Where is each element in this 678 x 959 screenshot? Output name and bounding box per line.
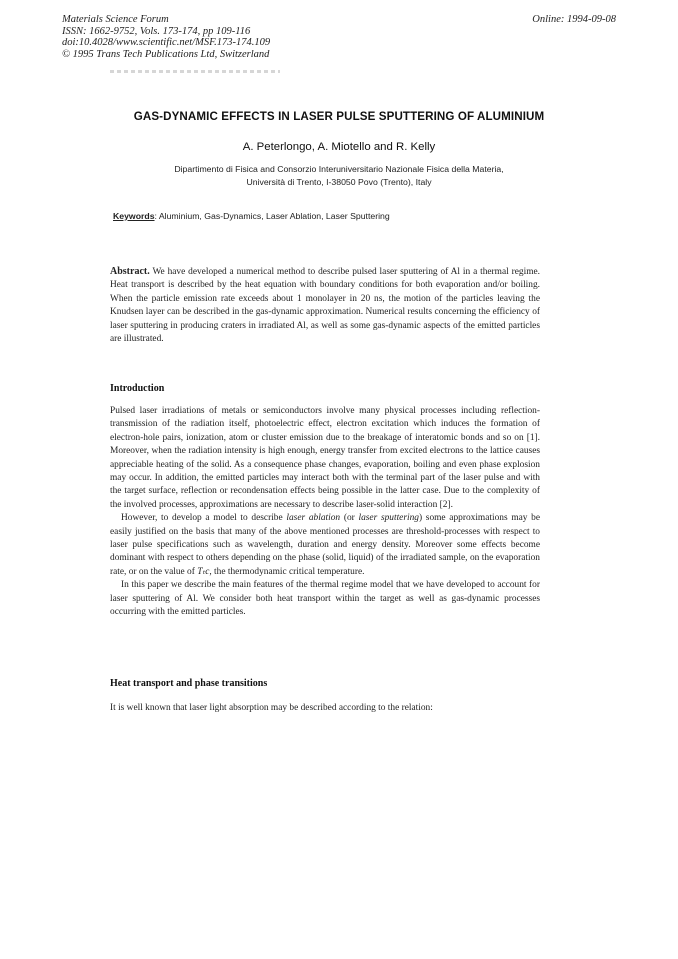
introduction-heading: Introduction — [110, 383, 165, 394]
journal-header — [62, 14, 270, 60]
paper-authors: A. Peterlongo, A. Miotello and R. Kelly — [242, 141, 436, 153]
intro-p2-end: , the thermodynamic critical temperature. — [209, 566, 365, 577]
critical-temperature-symbol: Tₜc — [197, 566, 210, 577]
affiliation — [0, 163, 678, 189]
issn-line: ISSN: 1662-9752, Vols. 173-174, pp 109-116 — [62, 25, 251, 37]
doi-line[interactable]: doi:10.4028/www.scientific.net/MSF.173-174.109 — [62, 37, 271, 49]
intro-p2-mid1: (or — [343, 513, 355, 524]
intro-p2-emphasis-ablation: laser ablation — [286, 513, 341, 524]
abstract — [110, 265, 540, 346]
intro-p2-emphasis-sputtering: laser sputtering — [358, 513, 419, 524]
online-date: Online: 1994-09-08 — [532, 14, 616, 25]
paper-title: GAS-DYNAMIC EFFECTS IN LASER PULSE SPUTTERING OF ALUMINIUM — [133, 110, 545, 123]
intro-paragraph-1: Pulsed laser irradiations of metals or semiconductors involve many physical processes including reflection-transmission of the radiation itself, photoelectric effect, electron excitation which induces the formation of electron-hole pairs, ionization, atom or cluster emission due to the breakage of interatomic bonds and so on [1]. Moreover, when the radiation intensity is high enough, energy transfer from excited electrons to the lattice causes appreciable heating of the solid. As a consequence phase changes, evaporation, boiling and even phase explosion may occur. In addition, the emitted particles may interact both with the terminal part of the laser pulse and with the target surface, reflection or recondensation effects being possible in the latter case. Due to the complexity of the involved processes, approximations are necessary to describe laser-solid interaction [2]. — [110, 406, 540, 510]
scan-artifact — [110, 70, 280, 73]
abstract-text: We have developed a numerical method to describe pulsed laser sputtering of Al in a thermal regime. Heat transport is described by the heat equation with boundary conditions for both evaporation and/or boiling. When the particle emission rate exceeds about 1 monolayer in 20 ns, the motion of the particles leaving the Knudsen layer can be described in the gas-dynamic approximation. Numerical results concerning the efficiency of laser sputtering in producing craters in irradiated Al, as well as some gas-dynamic aspects of the emitted particles are illustrated. — [110, 267, 540, 345]
journal-name: Materials Science Forum — [62, 14, 169, 25]
keywords-line — [113, 211, 390, 221]
heat-paragraph-1: It is well known that laser light absorption may be described according to the relation: — [110, 703, 433, 713]
heat-transport-heading: Heat transport and phase transitions — [110, 678, 268, 689]
keywords-label: Keywords — [113, 211, 155, 221]
intro-paragraph-3: In this paper we describe the main features of the thermal regime model that we have developed to account for laser sputtering of Al. We consider both heat transport within the target as well as gas-dynamic processes occurring with the emitted particles. — [110, 580, 540, 618]
affiliation-line-1: Dipartimento di Fisica and Consorzio Interuniversitario Nazionale Fisica della Materia, — [174, 164, 504, 174]
abstract-label: Abstract. — [110, 266, 150, 277]
intro-p2-start: However, to develop a model to describe — [121, 513, 283, 524]
intro-paragraph-2 — [110, 512, 540, 579]
introduction-body — [110, 405, 540, 620]
intro-p2-mid2: ) some approximations may be easily justified on the basis that many of the above mentioned processes are threshold-processes with respect to laser pulse specifications such as wavelength, duration and energy density. Moreover some effects become dominant with respect to others depending on the phase (solid, liquid) of the irradiated sample, on the evaporation rate, or on the value of — [110, 513, 541, 577]
heat-transport-body — [110, 702, 540, 715]
affiliation-line-2: Università di Trento, I-38050 Povo (Trento), Italy — [246, 177, 432, 187]
copyright-line: © 1995 Trans Tech Publications Ltd, Switzerland — [62, 48, 270, 60]
keywords-list: : Aluminium, Gas-Dynamics, Laser Ablation, Laser Sputtering — [154, 211, 390, 221]
